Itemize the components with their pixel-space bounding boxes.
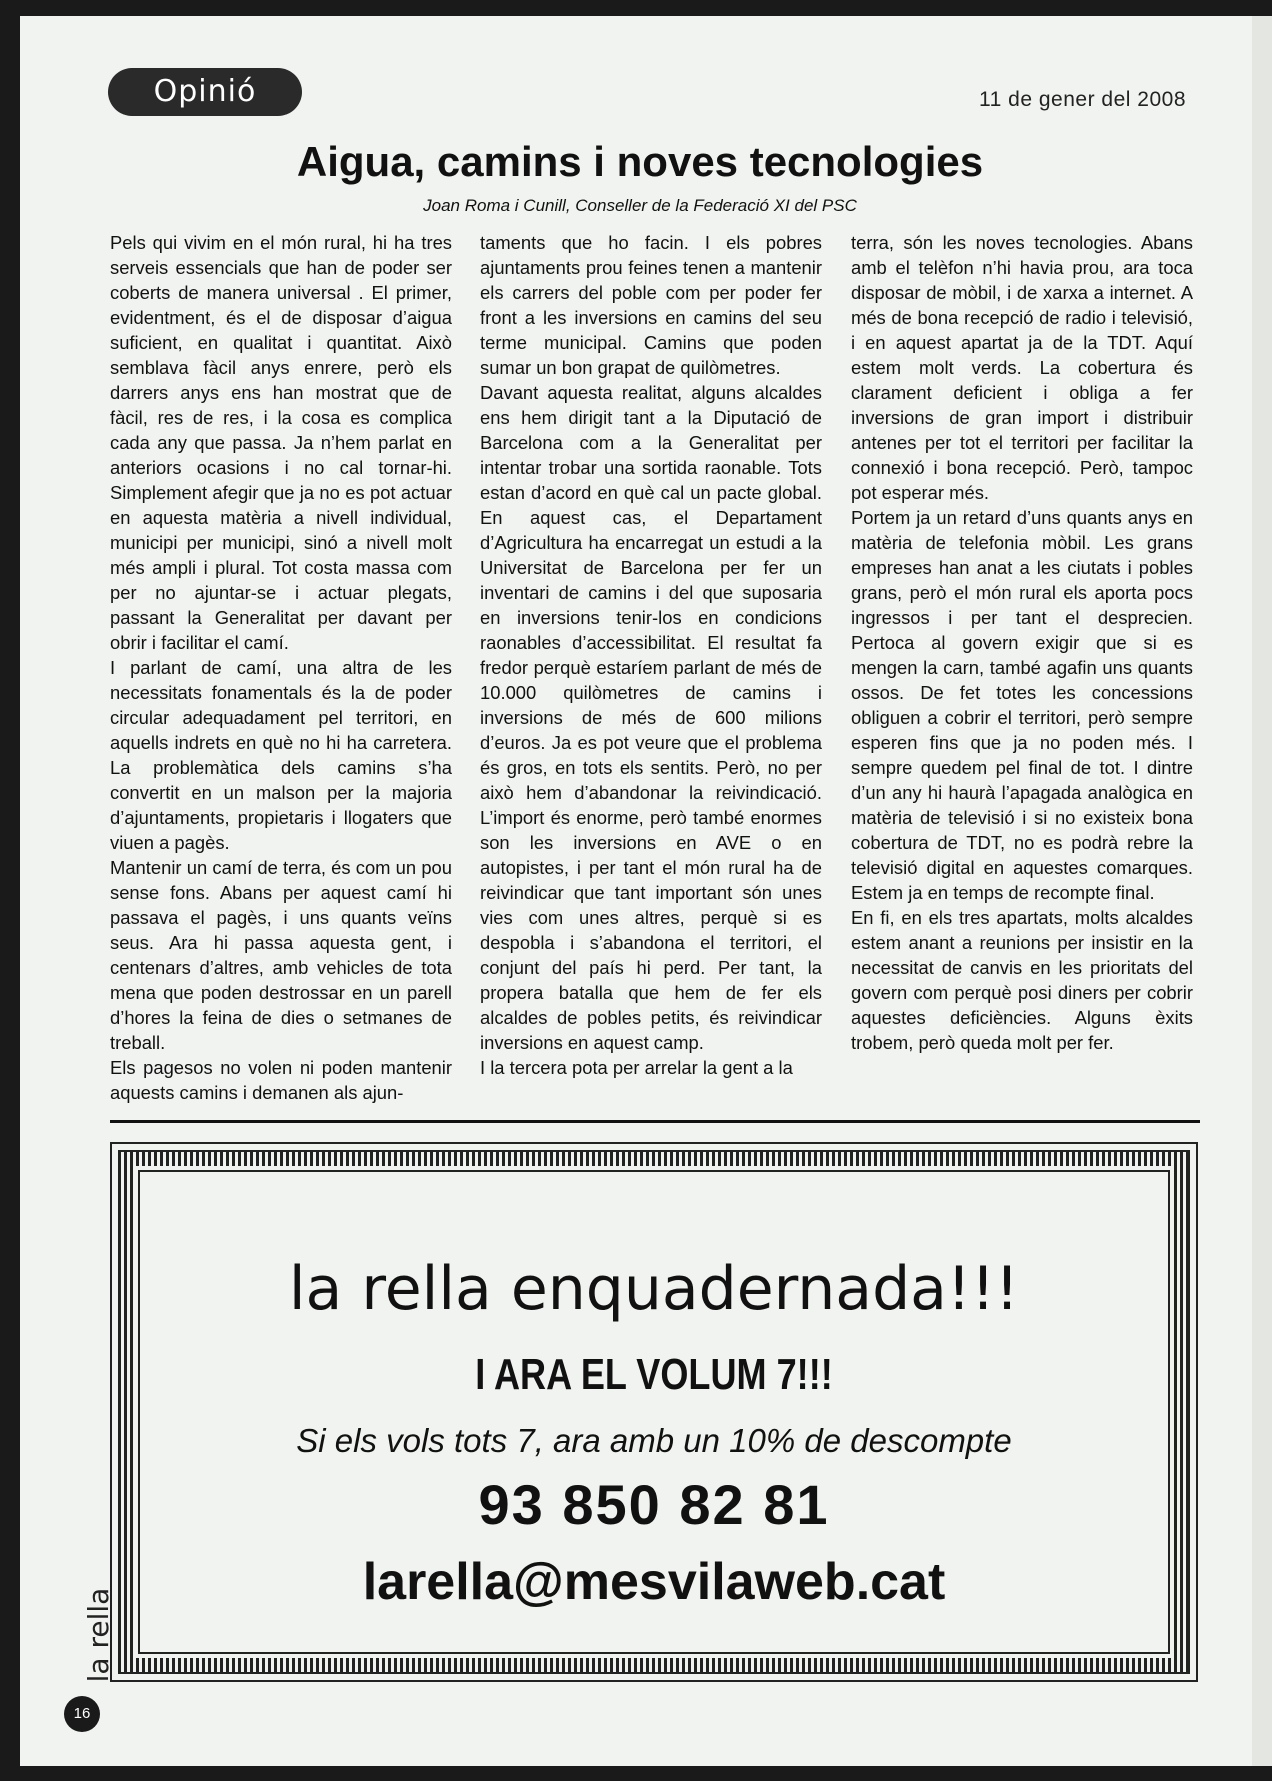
advertisement-content bbox=[138, 1170, 1170, 1654]
paragraph: Pels qui vivim en el món rural, hi ha tres serveis essencials que han de poder ser coberts de manera universal . El primer, evidentment, és el de disposar d’aigua suficient, en qualitat i quantitat. Això semblava fàcil anys enrere, però els darrers anys ens han mostrat que de fàcil, res de res, i la cosa es complica cada any que passa. Ja n’hem parlat en anteriors ocasions i no cal tornar-hi. Simplement afegir que ja no es pot actuar en aquesta matèria a nivell individual, municipi per municipi, sinó a nivell molt més ampli i plural. Tot costa massa com per no ajuntar-se i actuar plegats, passant la Generalitat per davant per obrir i facilitar el camí. bbox=[110, 232, 452, 653]
ad-volume: I ARA EL VOLUM 7!!! bbox=[475, 1350, 833, 1399]
greek-key-border bbox=[118, 1150, 1190, 1674]
paragraph: Mantenir un camí de terra, és com un pou sense fons. Abans per aquest camí hi passava el pagès, i uns quants veïns seus. Ara hi passa aquesta gent, i centenars d’altres, amb vehicles de tota mena que poden destrossar en un parell d’hores la feina de dies o setmanes de treball. bbox=[110, 857, 452, 1053]
article-column-2 bbox=[480, 230, 822, 1080]
paragraph: I parlant de camí, una altra de les necessitats fonamentals és la de poder circular adequadament pel territori, en aquells indrets en què no hi ha carretera. La problemàtica dels camins s’ha convertit en un malson per la majoria d’ajuntaments, propietaris i llogaters que viuen a pagès. bbox=[110, 657, 452, 853]
section-divider bbox=[110, 1120, 1200, 1123]
article-column-3 bbox=[851, 230, 1193, 1055]
article-byline: Joan Roma i Cunill, Conseller de la Federació XI del PSC bbox=[423, 196, 857, 215]
issue-date: 11 de gener del 2008 bbox=[979, 88, 1186, 111]
section-label: Opinió bbox=[108, 68, 302, 116]
ad-offer: Si els vols tots 7, ara amb un 10% de descompte bbox=[296, 1422, 1012, 1459]
magazine-page bbox=[20, 16, 1260, 1766]
paragraph: En fi, en els tres apartats, molts alcaldes estem anant a reunions per insistir en la necessitat de canvis en les prioritats del govern com perquè posi diners per cobrir aquestes deficiències. Alguns èxits trobem, però queda molt per fer. bbox=[851, 907, 1193, 1053]
ad-title: la rella enquadernada!!! bbox=[288, 1254, 1020, 1324]
page-number: 16 bbox=[64, 1696, 100, 1732]
paragraph: Davant aquesta realitat, alguns alcaldes ens hem dirigit tant a la Diputació de Barcelona com a la Generalitat per intentar trobar una sortida raonable. Tots estan d’acord en què cal un pacte global. En aquest cas, el Departament d’Agricultura ha encarregat un estudi a la Universitat de Barcelona per fer un inventari de camins i del que suposaria en inversions tenir-los en condicions raonables d’accessibilitat. El resultat fa fredor perquè estaríem parlant de més de 10.000 quilòmetres de camins i inversions de més de 600 milions d’euros. Ja es pot veure que el problema és gros, en tots els sentits. Però, no per això hem d’abandonar la reivindicació. L’import és enorme, però també enormes son les inversions en AVE o en autopistes, i per tant el món rural ha de reivindicar que tant important són unes vies com unes altres, perquè si es despobla i s’abandona el territori, el conjunt del país hi perd. Per tant, la propera batalla que hem de fer els alcaldes de pobles petits, és reivindicar inversions en aquest camp. bbox=[480, 382, 822, 1053]
article-title: Aigua, camins i noves tecnologies bbox=[296, 138, 984, 185]
magazine-brand bbox=[82, 1570, 116, 1700]
article-column-1 bbox=[110, 230, 452, 1105]
brand-label: la rella bbox=[82, 1587, 115, 1683]
ad-phone: 93 850 82 81 bbox=[478, 1473, 830, 1536]
paragraph: terra, són les noves tecnologies. Abans amb el telèfon n’hi havia prou, ara toca disposar de mòbil, i de xarxa a internet. A més de bona recepció de radio i televisió, i en aquest apartat ja de la TDT. Aquí estem molt verds. La cobertura és clarament deficient i obliga a fer inversions de gran import i distribuir antenes per tot el territori per facilitar la connexió i bona recepció. Però, tampoc pot esperar més. bbox=[851, 232, 1193, 503]
paragraph: Portem ja un retard d’uns quants anys en matèria de telefonia mòbil. Les grans empreses han anat a les ciutats i pobles grans, però el món rural els aporta pocs ingressos i per tant el desprecien. Pertoca al govern exigir que si es mengen la carn, també agafin uns quants ossos. De fet totes les concessions obliguen a cobrir el territori, però sempre esperen fins que ja no poden més. I sempre quedem pel final de tot. I dintre d’un any hi haurà l’apagada analògica en matèria de televisió i si no existeix bona cobertura de TDT, no es podrà rebre la televisió digital en aquestes comarques. Estem ja en temps de recompte final. bbox=[851, 507, 1193, 903]
paragraph: I la tercera pota per arrelar la gent a la bbox=[480, 1057, 793, 1078]
advertisement-box bbox=[110, 1142, 1198, 1682]
paragraph: Els pagesos no volen ni poden mantenir aquests camins i demanen als ajun- bbox=[110, 1057, 452, 1103]
ad-email: larella@mesvilaweb.cat bbox=[362, 1553, 946, 1611]
page-spine bbox=[1252, 16, 1272, 1766]
paragraph: taments que ho facin. I els pobres ajuntaments prou feines tenen a mantenir els carrers del poble com per poder fer front a les inversions en camins del seu terme municipal. Camins que poden sumar un bon grapat de quilòmetres. bbox=[480, 232, 822, 378]
